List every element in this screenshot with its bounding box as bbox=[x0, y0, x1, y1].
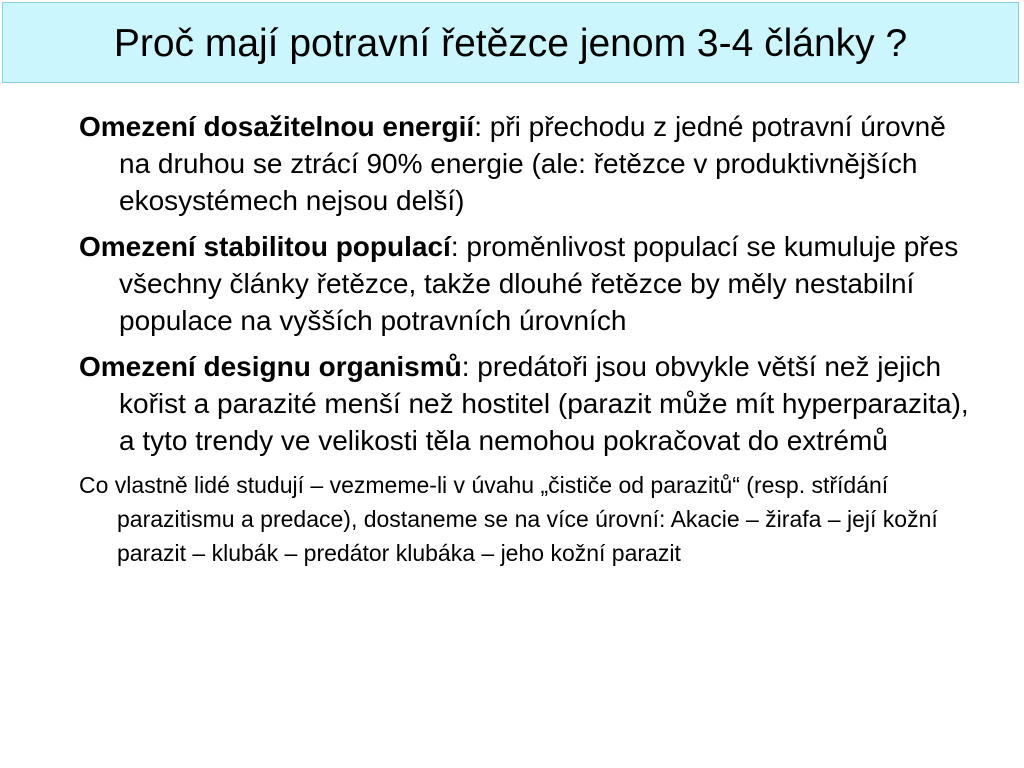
paragraph-organism-design bbox=[79, 348, 969, 459]
paragraph-body: Co vlastně lidé studují – vezmeme-li v úvahu „čističe od parazitů“ (resp. střídání parazitismu a predace), dostaneme se na více úrovní: Akacie – žirafa – její kožní parazit – klubák – predátor klubáka – jeho kožní parazit bbox=[79, 472, 938, 566]
paragraph-population-stability bbox=[79, 228, 969, 339]
slide-title: Proč mají potravní řetězce jenom 3-4 články ? bbox=[113, 22, 908, 65]
paragraph-body: : proměnlivost populací se kumuluje přes všechny články řetězce, takže dlouhé řetězce by měly nestabilní populace na vyšších potravních úrovních bbox=[119, 231, 959, 336]
paragraph-body: : při přechodu z jedné potravní úrovně na druhou se ztrácí 90% energie (ale: řetězce v produktivnějších ekosystémech nejsou delší) bbox=[119, 111, 946, 216]
title-bar bbox=[2, 2, 1019, 83]
paragraph-body: : predátoři jsou obvykle větší než jejich kořist a parazité menší než hostitel (parazit může mít hyperparazita), a tyto trendy ve velikosti těla nemohou pokračovat do extrémů bbox=[119, 351, 969, 456]
paragraph-lead: Omezení dosažitelnou energií bbox=[79, 111, 475, 142]
paragraph-lead: Omezení stabilitou populací bbox=[79, 231, 451, 262]
paragraph-lead: Omezení designu organismů bbox=[79, 351, 462, 382]
paragraph-energy-limit bbox=[79, 108, 969, 219]
paragraph-parasite-cleaners bbox=[79, 468, 969, 570]
slide-content bbox=[79, 108, 969, 570]
